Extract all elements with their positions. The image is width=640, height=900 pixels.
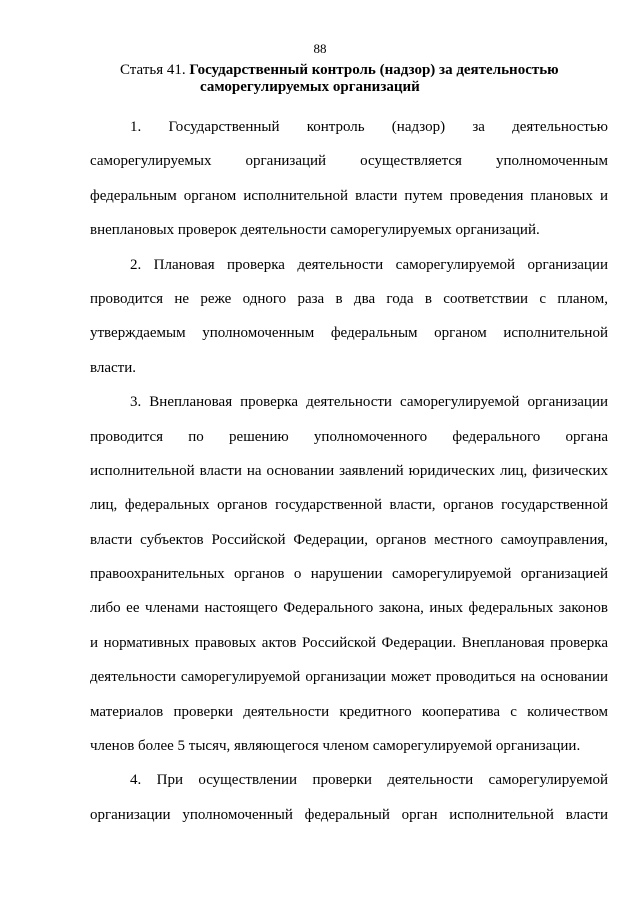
- body-text-line: членов более 5 тысяч, являющегося членом саморегулируемой организации.: [90, 738, 581, 755]
- body-text-line: организации уполномоченный федеральный орган исполнительной власти: [90, 806, 608, 823]
- body-text-line: саморегулируемых организаций осуществляется уполномоченным: [90, 153, 608, 170]
- body-text-line: 3. Внеплановая проверка деятельности саморегулируемой организации: [130, 394, 608, 411]
- body-text-line: материалов проверки деятельности кредитного кооператива с количеством: [90, 703, 608, 720]
- body-text-line: федеральным органом исполнительной власти путем проведения плановых и: [90, 187, 608, 204]
- body-text-line: внеплановых проверок деятельности саморегулируемых организаций.: [90, 222, 540, 239]
- body-text-line: власти.: [90, 359, 137, 376]
- article-heading-line-1: [120, 62, 590, 79]
- article-body: [90, 110, 608, 832]
- article-heading: [120, 62, 590, 96]
- body-text-line: утверждаемым уполномоченным федеральным органом исполнительной: [90, 325, 608, 342]
- article-label: Статья 41.: [120, 62, 186, 78]
- body-text-line: проводится по решению уполномоченного федерального органа: [90, 428, 608, 445]
- body-text-line: проводится не реже одного раза в два года в соответствии с планом,: [90, 290, 608, 307]
- body-text-line: лиц, федеральных органов государственной власти, органов государственной: [90, 497, 608, 514]
- page-number: 88: [313, 41, 327, 56]
- body-text-line: правоохранительных органов о нарушении саморегулируемой организацией: [90, 566, 608, 583]
- body-text-line: 1. Государственный контроль (надзор) за деятельностью: [130, 119, 608, 135]
- body-text-line: власти субъектов Российской Федерации, органов местного самоуправления,: [90, 531, 608, 548]
- body-text-line: деятельности саморегулируемой организации может проводиться на основании: [90, 669, 608, 686]
- body-text-line: 2. Плановая проверка деятельности саморегулируемой организации: [130, 256, 608, 273]
- article-title-part-2: саморегулируемых организаций: [200, 79, 420, 95]
- body-text-line: либо ее членами настоящего Федерального закона, иных федеральных законов: [90, 600, 608, 617]
- article-title-part-1: Государственный контроль (надзор) за деятельностью: [189, 62, 559, 78]
- body-text-line: 4. При осуществлении проверки деятельности саморегулируемой: [130, 772, 608, 789]
- body-text-line: исполнительной власти на основании заявлений юридических лиц, физических: [90, 462, 608, 479]
- body-text-line: и нормативных правовых актов Российской Федерации. Внеплановая проверка: [90, 634, 608, 651]
